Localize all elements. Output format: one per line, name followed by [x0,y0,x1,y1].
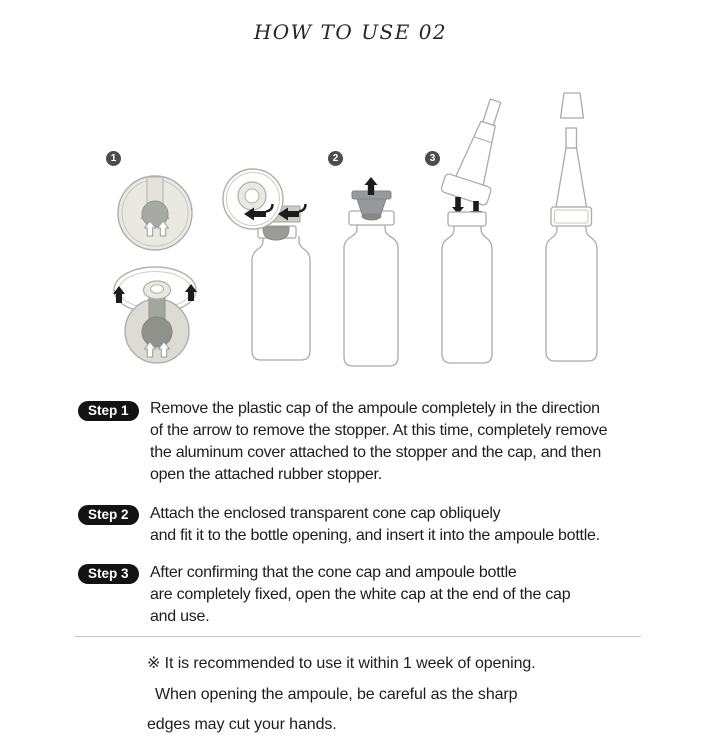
step-1-text [150,398,607,486]
step-1-line: the aluminum cover attached to the stopper and the cap, and then [150,444,601,461]
cone-cap-oblique [440,93,517,206]
caution-note-line: When opening the ampoule, be careful as the sharp [155,685,518,703]
step-3-badge: Step 3 [78,564,139,584]
stopper-body [357,199,386,214]
cone-tip [483,99,501,125]
step-1-line: open the attached rubber stopper. [150,466,382,483]
step-3-text [150,562,570,628]
bottle-stopper-remove-illustration [344,177,398,366]
step-3-line: and use. [150,608,210,625]
bottle-assembled-illustration [546,93,597,361]
white-cap [561,93,584,118]
step-2-badge: Step 2 [78,505,139,525]
caution-note-line: edges may cut your hands. [147,716,337,733]
step-2-text [150,503,600,547]
step-3-line: are completely fixed, open the white cap at the end of the cap [150,586,571,603]
divider-line [75,636,641,637]
step-3-line: After confirming that the cone cap and ampoule bottle [150,564,517,581]
caution-note-line: ※ It is recommended to use it within 1 week of opening. [147,655,536,672]
step-2-line: Attach the enclosed transparent cone cap obliquely [150,505,501,522]
step-1-line: of the arrow to remove the stopper. At this time, completely remove [150,422,608,439]
cone-body [455,119,501,186]
instruction-illustrations [0,80,701,380]
diagram-number-badge-2: 2 [328,151,343,166]
bottle-cap-unwrap-illustration [223,169,310,360]
bottle-outline [442,225,492,363]
bottle-outline [546,225,597,361]
page-title: HOW TO USE 02 [253,20,448,44]
step-1-badge: Step 1 [78,401,139,421]
cone-tip [566,128,577,148]
bottle-outline [344,224,398,366]
bottle-outline [252,236,310,360]
diagram-number-badge-1: 1 [106,151,121,166]
step-1-line: Remove the plastic cap of the ampoule completely in the direction [150,400,600,417]
bottle-cone-cap-attach-illustration [440,93,517,363]
cone-body [556,148,587,207]
rubber-stopper [263,227,289,240]
ampoule-cap-lift-illustration [113,267,197,363]
stopper-hub [142,317,172,347]
diagram-number-badge-3: 3 [425,151,440,166]
caution-note [147,649,536,741]
ampoule-cap-top-view-illustration [118,176,192,250]
step-2-line: and fit it to the bottle opening, and insert it into the ampoule bottle. [150,527,600,544]
bottle-mouth-lip [448,212,486,226]
